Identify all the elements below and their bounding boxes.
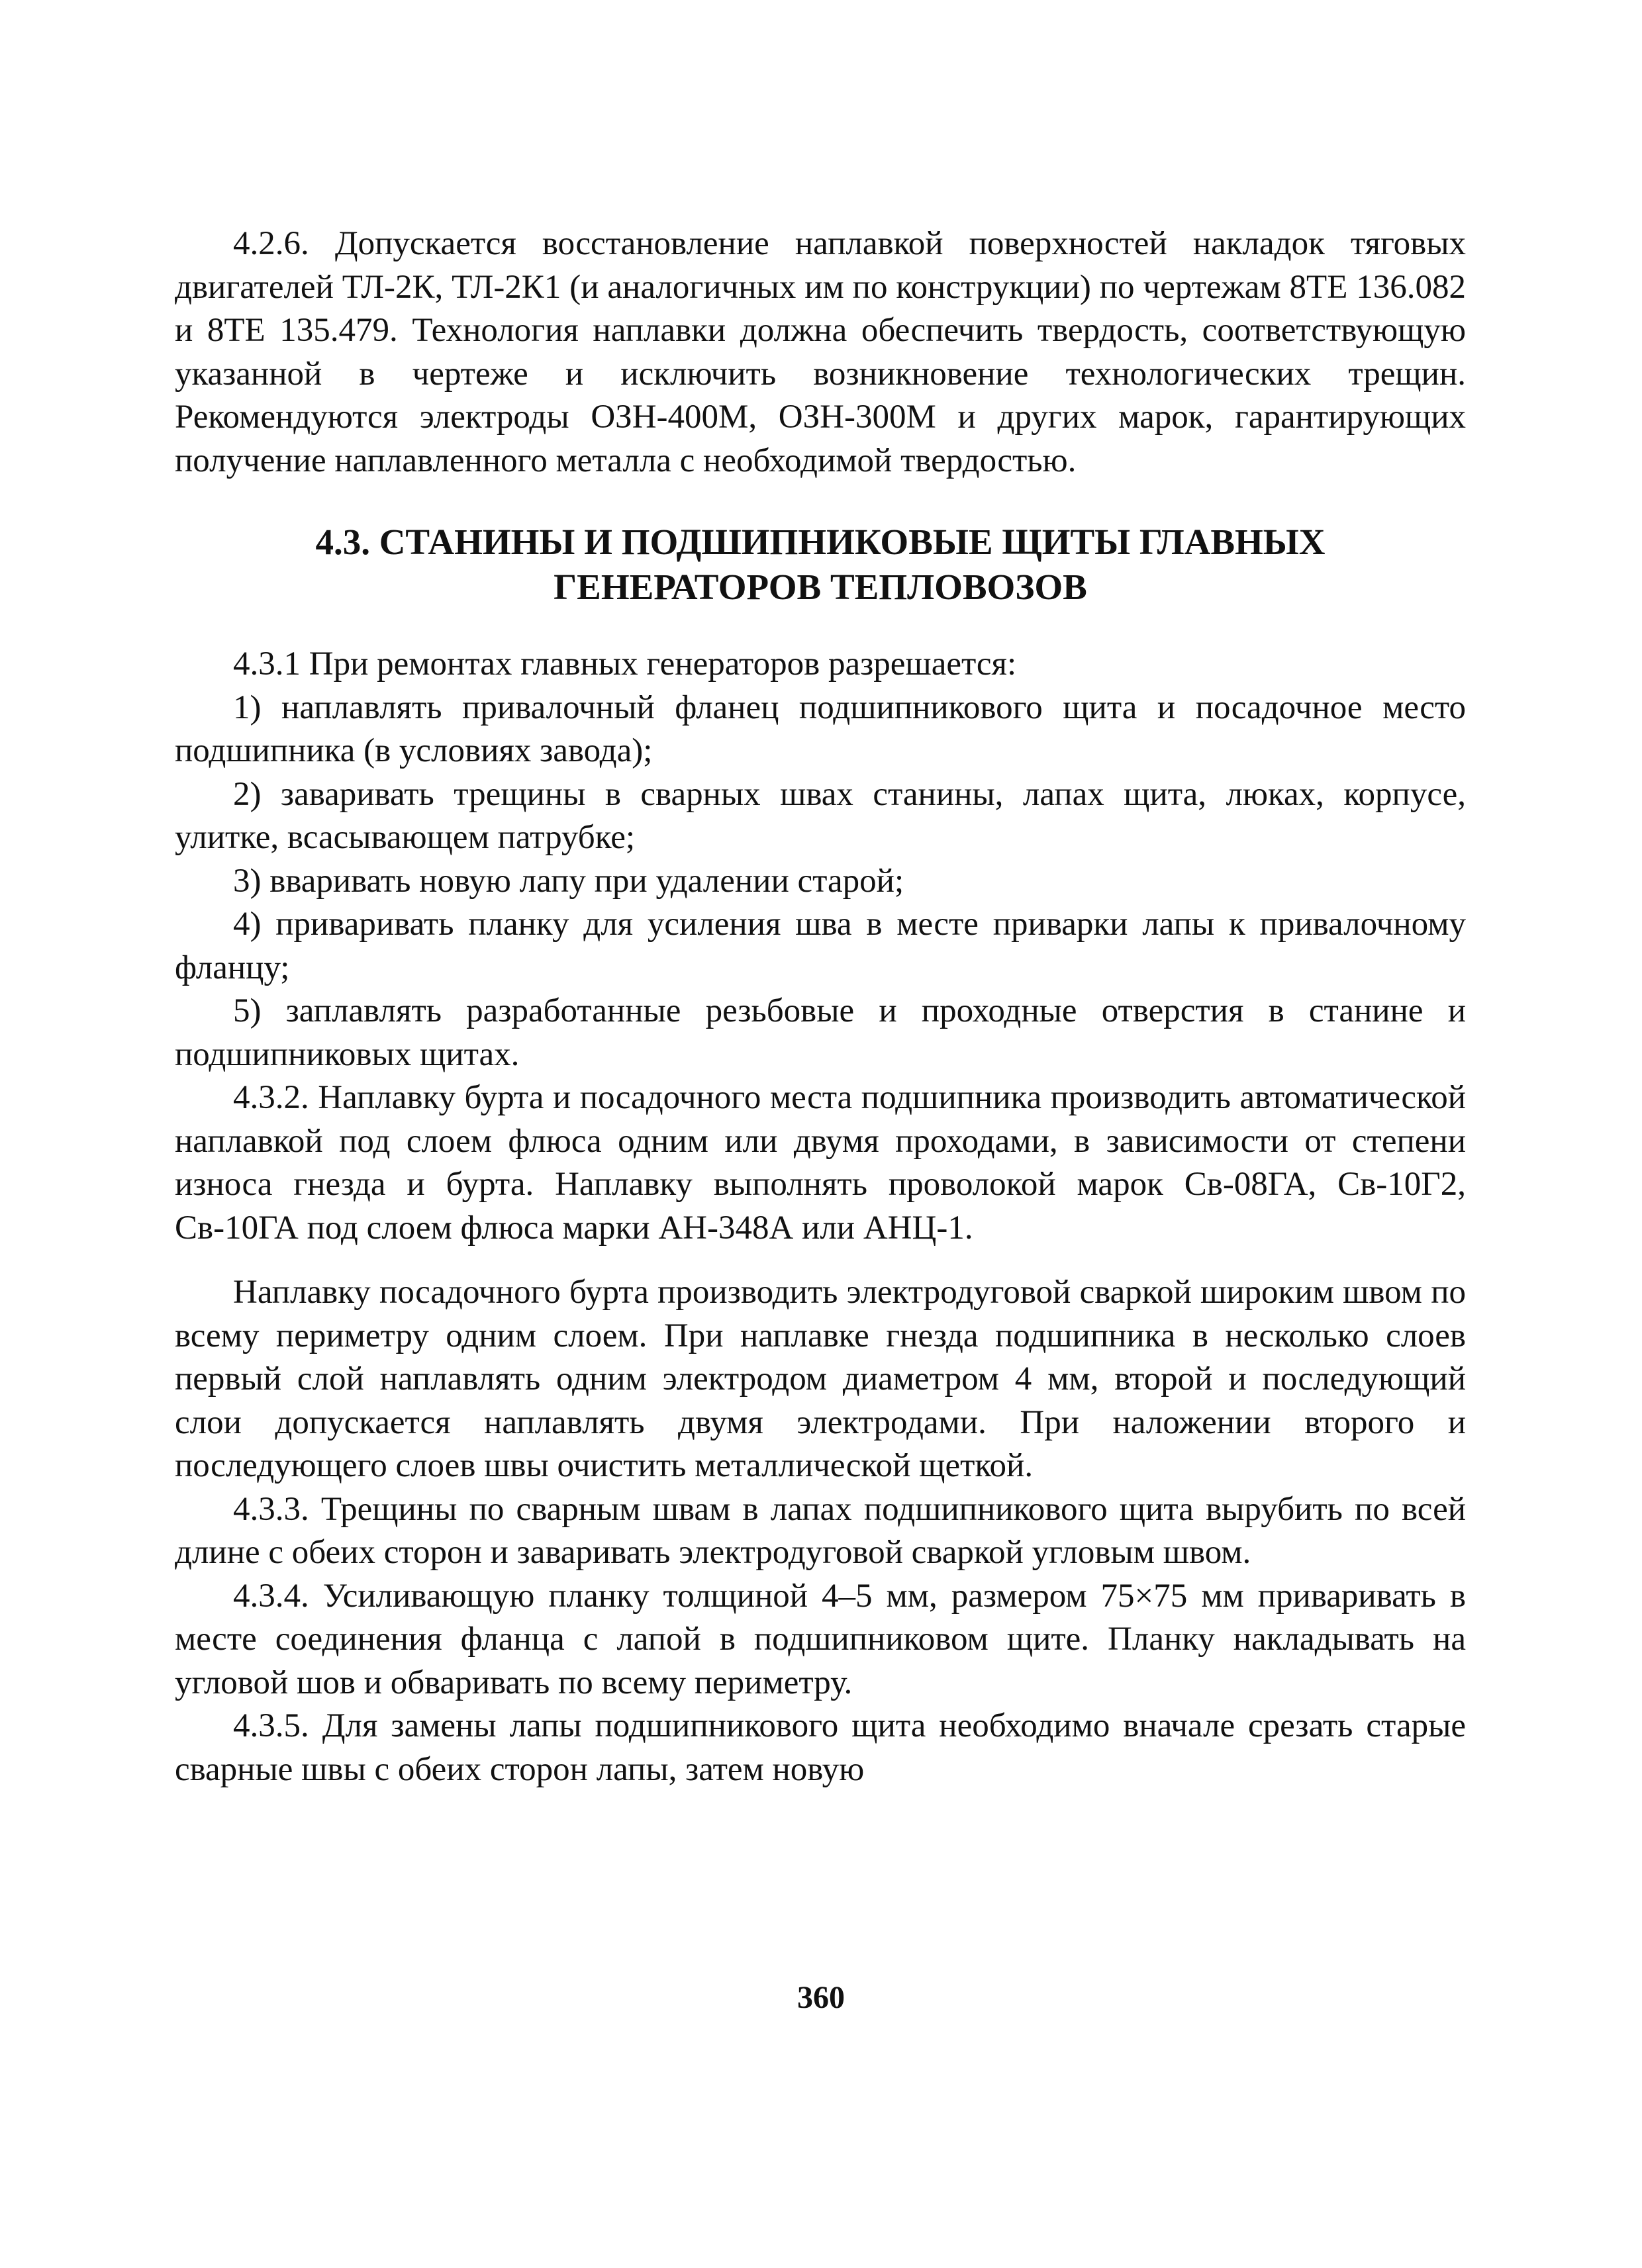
clause-4-3-4: 4.3.4. Усиливающую планку толщиной 4–5 мм, размером 75×75 мм приваривать в месте соединения фланца с лапой в подшипниковом щите. Планку накладывать на угловой шов и обваривать по всему периметру. — [175, 1577, 1466, 1701]
clause-4-3-1-item-4: 4) приваривать планку для усиления шва в месте приварки лапы к привалочному фланцу; — [175, 906, 1466, 986]
clause-4-3-1-item-2: 2) заваривать трещины в сварных швах станины, лапах щита, люках, корпусе, улитке, всасывающем патрубке; — [175, 775, 1466, 856]
document-page — [175, 222, 1466, 1791]
clause-4-3-1-intro: 4.3.1 При ремонтах главных генераторов разрешается: — [233, 645, 1017, 683]
clause-4-3-2-continuation: Наплавку посадочного бурта производить электродуговой сваркой широким швом по всему периметру одним слоем. При наплавке гнезда подшипника в несколько слоев первый слой наплавлять одним электродом диаметром 4 мм, второй и последующий слои допускается наплавлять двумя электродами. При наложении второго и последующего слоев швы очистить металлической щеткой. — [175, 1274, 1466, 1484]
section-title-line-1: 4.3. СТАНИНЫ И ПОДШИПНИКОВЫЕ ЩИТЫ ГЛАВНЫХ — [315, 522, 1326, 562]
clause-4-3-1-item-1: 1) наплавлять привалочный фланец подшипникового щита и посадочное место подшипника (в условиях завода); — [175, 688, 1466, 769]
section-title-line-2: ГЕНЕРАТОРОВ ТЕПЛОВОЗОВ — [554, 567, 1087, 607]
clause-4-3-5: 4.3.5. Для замены лапы подшипникового щита необходимо вначале срезать старые сварные швы с обеих сторон лапы, затем новую — [175, 1707, 1466, 1788]
clause-4-3-1-item-3: 3) вваривать новую лапу при удалении старой; — [233, 862, 904, 900]
clause-4-3-2: 4.3.2. Наплавку бурта и посадочного места подшипника производить автоматической наплавкой под слоем флюса одним или двумя проходами, в зависимости от степени износа гнезда и бурта. Наплавку выполнять проволокой марок Св-08ГА, Св-10Г2, Св-10ГА под слоем флюса марки АН-348А или АНЦ-1. — [175, 1079, 1466, 1247]
clause-4-3-1-item-5: 5) заплавлять разработанные резьбовые и проходные отверстия в станине и подшипниковых щитах. — [175, 992, 1466, 1073]
clause-4-3-3: 4.3.3. Трещины по сварным швам в лапах подшипникового щита вырубить по всей длине с обеих сторон и заваривать электродуговой сваркой угловым швом. — [175, 1490, 1466, 1571]
page-number: 360 — [797, 1980, 845, 2015]
paragraph-4-2-6: 4.2.6. Допускается восстановление наплавкой поверхностей накладок тяговых двигателей ТЛ-2К, ТЛ-2К1 (и аналогичных им по конструкции) по чертежам 8ТЕ 136.082 и 8ТЕ 135.479. Технология наплавки должна обеспечить твердость, соответствующую указанной в чертеже и исключить возникновение технологических трещин. Рекомендуются электроды ОЗН-400М, ОЗН-300М и других марок, гарантирующих получение наплавленного металла с необходимой твердостью. — [175, 225, 1466, 479]
section-title — [175, 520, 1466, 610]
